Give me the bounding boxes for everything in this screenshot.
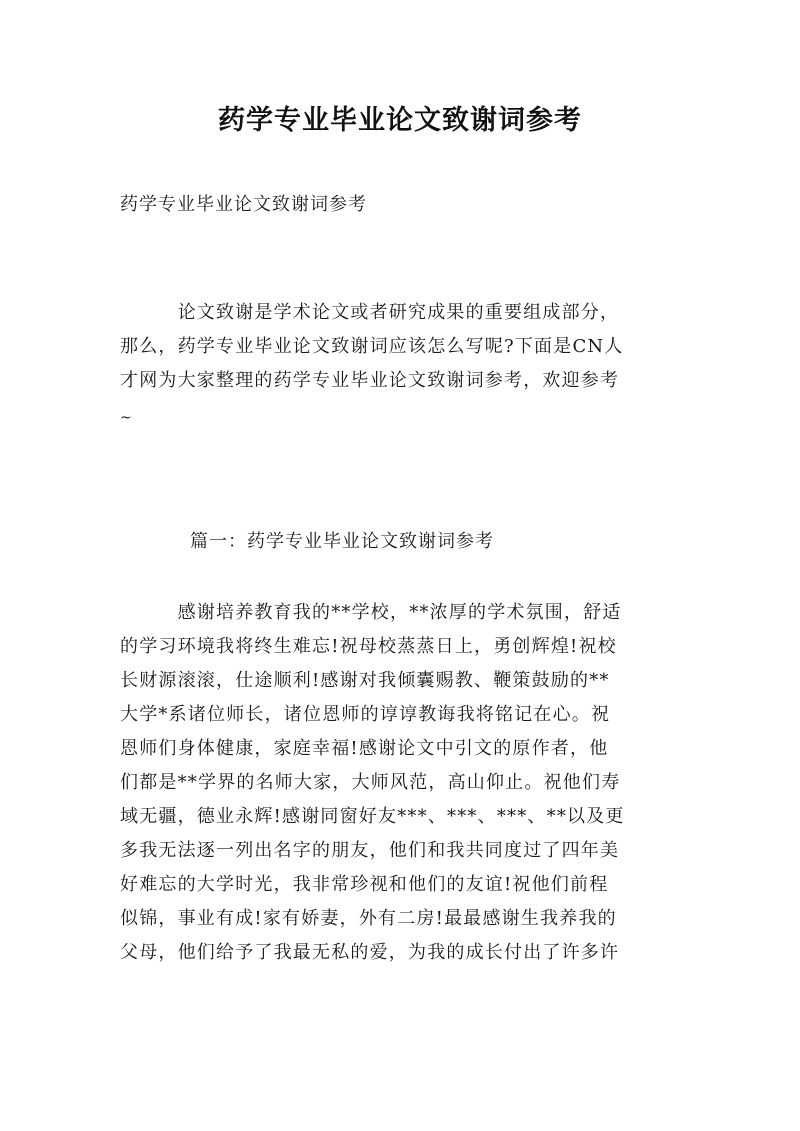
- intro-tail: ~: [120, 410, 132, 426]
- body-line: 的学习环境我将终生难忘!祝母校蒸蒸日上，勇创辉煌!祝校: [120, 636, 617, 657]
- body-line: 多我无法逐一列出名字的朋友，他们和我共同度过了四年美: [120, 840, 620, 861]
- body-line: 好难忘的大学时光，我非常珍视和他们的友谊!祝他们前程: [120, 874, 609, 895]
- intro-line: 那么，药学专业毕业论文致谢词应该怎么写呢?下面是CN人: [120, 336, 624, 357]
- body-line: 域无疆，德业永辉!感谢同窗好友***、***、***、**以及更: [120, 806, 625, 827]
- body-line: 大学*系诸位师长，诸位恩师的谆谆教诲我将铭记在心。祝: [120, 704, 611, 725]
- body-line: 长财源滚滚，仕途顺利!感谢对我倾囊赐教、鞭策鼓励的**: [120, 670, 610, 691]
- section-heading: 篇一：药学专业毕业论文致谢词参考: [190, 531, 494, 552]
- body-line: 恩师们身体健康，家庭幸福!感谢论文中引文的原作者，他: [120, 738, 609, 759]
- intro-line: 才网为大家整理的药学专业毕业论文致谢词参考，欢迎参考: [120, 370, 620, 391]
- body-line: 父母，他们给予了我最无私的爱，为我的成长付出了许多许: [120, 942, 620, 963]
- body-line: 们都是**学界的名师大家，大师风范，高山仰止。祝他们寿: [120, 772, 621, 793]
- intro-paragraph: [120, 296, 688, 398]
- document-subtitle: 药学专业毕业论文致谢词参考: [120, 194, 367, 215]
- body-paragraph: [120, 596, 688, 970]
- document-title: 药学专业毕业论文致谢词参考: [218, 105, 582, 136]
- body-line: 似锦，事业有成!家有娇妻，外有二房!最最感谢生我养我的: [120, 908, 617, 929]
- intro-line: 论文致谢是学术论文或者研究成果的重要组成部分，: [120, 302, 620, 323]
- body-line: 感谢培养教育我的**学校，**浓厚的学术氛围，舒适: [120, 602, 622, 623]
